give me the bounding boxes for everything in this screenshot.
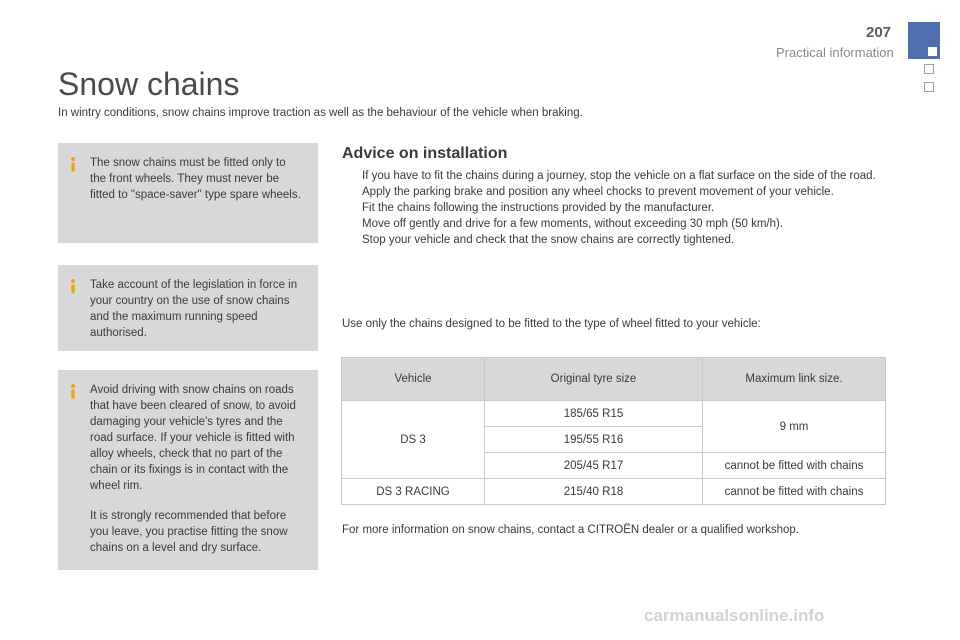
section-name: Practical information (776, 45, 894, 60)
info-icon (66, 383, 80, 399)
chapter-tab-marker (908, 22, 940, 59)
link-size-cell: 9 mm (703, 401, 886, 453)
vehicle-cell: DS 3 RACING (342, 479, 485, 505)
chains-intro-text: Use only the chains designed to be fitted to the type of wheel fitted to your vehicle: (342, 318, 761, 330)
list-item-text: Stop your vehicle and check that the snow chains are correctly tightened. (362, 234, 735, 246)
tyre-size-cell: 215/40 R18 (485, 479, 703, 505)
info-box-avoid-driving (58, 370, 318, 570)
info-icon (66, 278, 80, 294)
watermark: carmanualsonline.info (644, 606, 825, 625)
chapter-tab-box (924, 82, 934, 92)
list-item (342, 232, 890, 248)
info-text: Take account of the legislation in force in your country on the use of snow chains and the maximum running speed authorised. (90, 279, 298, 339)
list-item-text: If you have to fit the chains during a journey, stop the vehicle on a flat surface on the side of the road. (362, 170, 876, 182)
list-item (342, 200, 890, 216)
list-item-text: Move off gently and drive for a few moments, without exceeding 30 mph (50 km/h). (362, 218, 784, 230)
chains-table (341, 357, 886, 505)
table-row (342, 401, 886, 427)
list-item (342, 168, 890, 184)
advice-list (342, 168, 890, 248)
link-size-cell: cannot be fitted with chains (703, 479, 886, 505)
intro-text: In wintry conditions, snow chains improve traction as well as the behaviour of the vehicle when braking. (58, 107, 583, 119)
column-header: Vehicle (342, 358, 485, 401)
info-text: It is strongly recommended that before you leave, you practise fitting the snow chains on a level and dry surface. (90, 510, 288, 554)
list-item (342, 184, 890, 200)
page-title: Snow chains (58, 66, 240, 102)
table-row (342, 479, 886, 505)
vehicle-cell: DS 3 (342, 401, 485, 479)
section-heading: Advice on installation (342, 145, 508, 162)
tyre-size-cell: 195/55 R16 (485, 427, 703, 453)
table-header-row (342, 358, 886, 401)
info-box-front-wheels (58, 143, 318, 243)
link-size-cell: cannot be fitted with chains (703, 453, 886, 479)
list-item-text: Apply the parking brake and position any wheel chocks to prevent movement of your vehicle. (362, 186, 834, 198)
more-info-text: For more information on snow chains, contact a CITROËN dealer or a qualified workshop. (342, 524, 800, 536)
info-icon (66, 156, 80, 172)
list-item-text: Fit the chains following the instructions provided by the manufacturer. (362, 202, 715, 214)
column-header: Maximum link size. (703, 358, 886, 401)
info-text: Avoid driving with snow chains on roads that have been cleared of snow, to avoid damaging your vehicle's tyres and the road surface. If your vehicle is fitted with alloy wheels, check that no part of the chain or its fixings is in contact with the wheel rim. (90, 384, 296, 492)
page-number: 207 (866, 24, 892, 41)
tab-dot (928, 47, 937, 56)
column-header: Original tyre size (485, 358, 703, 401)
tyre-size-cell: 185/65 R15 (485, 401, 703, 427)
chapter-tab-box (924, 64, 934, 74)
info-box-legislation (58, 265, 318, 351)
info-text: The snow chains must be fitted only to the front wheels. They must never be fitted to "space-saver" type spare wheels. (90, 157, 301, 201)
list-item (342, 216, 890, 232)
tyre-size-cell: 205/45 R17 (485, 453, 703, 479)
